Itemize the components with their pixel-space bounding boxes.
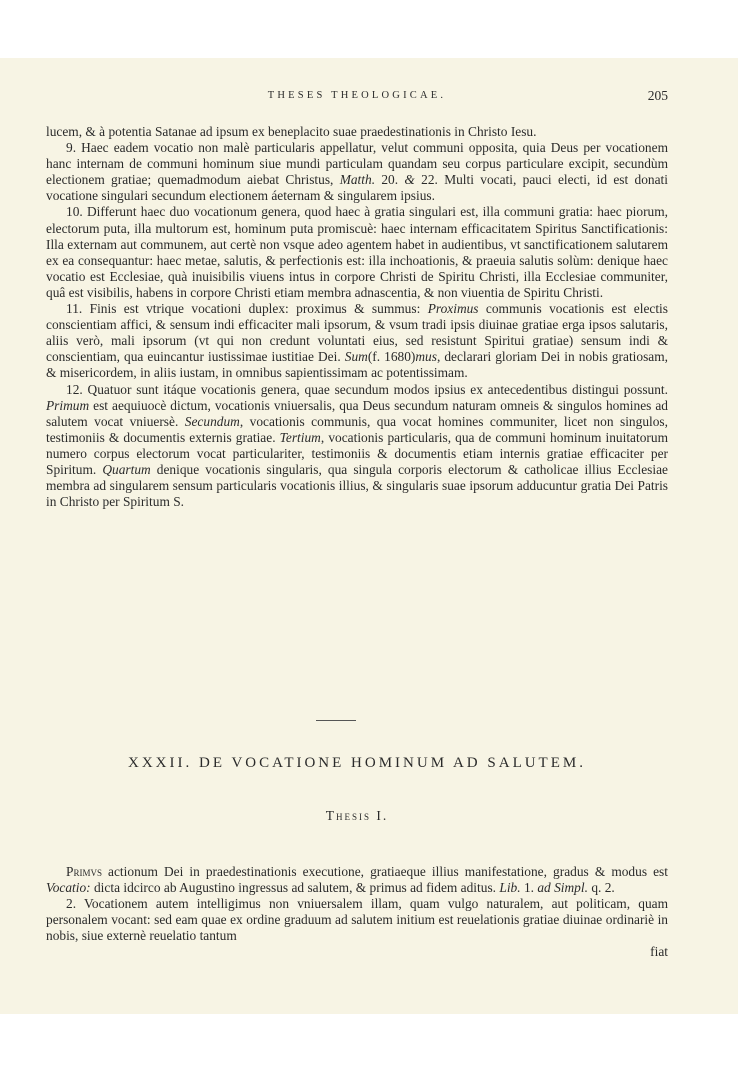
running-title: THESES THEOLOGICAE.	[267, 90, 447, 101]
page-number: 205	[647, 88, 668, 103]
catchword: fiat	[650, 944, 668, 960]
section-divider	[316, 720, 356, 721]
page-header	[46, 90, 668, 108]
paragraph-continuation: lucem, & à potentia Satanae ad ipsum ex beneplacito suae praedestinationis in Christo Iesu.	[46, 124, 537, 139]
chapter-heading: XXXII. DE VOCATIONE HOMINUM AD SALUTEM.	[128, 755, 586, 771]
paragraph-2: 2. Vocationem autem intelligimus non vniuersalem illam, quam vulgo naturalem, aut politicam, quam personalem vocant: sed eam quae ex ordine graduum ad salutem initium est reuelationis gratiae diuinae ordinariè in nobis, siue externè reuelatio tantum	[46, 896, 668, 944]
paragraph-12: 12. Quatuor sunt itáque vocationis genera, quae secundum modos ipsius ex antecedentibus distingui possunt. Primum est aequiuocè dictum, vocationis vniuersalis, qua Deus secundum naturam omneis & singulos homines ad salutem vocat vniuersè. Secundum, vocationis communis, qua vocat homines communiter, licet non singulos, testimoniis & documentis externis gratiae. Tertium, vocationis particularis, qua de communi hominum inuitatorum numero corpus electorum vocat particulariter, testimoniis & documentis etiam internis gratiae efficaciter per Spiritum. Quartum denique vocationis singularis, qua singula corporis electorum & catholicae illius Ecclesiae membra ad singularem sensum particularis vocationis illius, & singularis suae ipsorum adducuntur gratia Dei Patris in Christo per Spiritum S.	[46, 381, 668, 510]
paragraph-10: 10. Differunt haec duo vocationum genera, quod haec à gratia singulari est, illa communi gratia: haec piorum, electorum puta, illa multorum est, hominum puta promiscuè: haec internam efficacitatem Spiritus Sanctificationis: Illa externam aut communem, aut certè non vsque adeo agentem habet in audientibus, vt sanctificationem salutarem ex ea consequantur: haec metae, salutis, & perfectionis est: illa inchoationis, & praeuia salutis solùm: denique haec vocatio est Ecclesiae, quà inuisibilis viuens intus in corpore Christi de Spiritu Christi, illa Ecclesiae communiter, quâ est visibilis, habens in corpore Christi etiam membra adnascentia, & non viuentia de Spiritu Christi.	[46, 204, 668, 300]
text-block-top	[46, 124, 668, 510]
book-page	[0, 58, 738, 1014]
paragraph-11: 11. Finis est vtrique vocationi duplex: proximus & summus: Proximus communis vocationis est electis conscientiam affici, & sensum indi efficaciter mali ipsorum, & vsum tradi ipsis diuinae gratiae erga ipsos salutaris, aliis verò, mali ipsorum (vt qui non credunt voluntati eius, sed resistunt Spiritui gratiae) sensum indi & conscientiam, qua euincantur iustissimae iustitiae Dei. Sum(f. 1680)mus, declarari gloriam Dei in nobis gratiosam, & misericordem, in aliis iustam, in omnibus sapientissimam ac potentissimam.	[46, 301, 668, 381]
paragraph-9: 9. Haec eadem vocatio non malè particularis appellatur, velut communi opposita, quia Deus per vocationem hanc internam de communi hominum siue mundi particulam quandam seu corpus particulare excipit, secundùm electionem gratiae; quemadmodum aiebat Christus, Matth. 20. & 22. Multi vocati, pauci electi, id est donati vocatione singulari secundum electionem áeternam & singularem ipsius.	[46, 140, 668, 204]
text-block-bottom	[46, 864, 668, 961]
thesis-heading: Thesis I.	[325, 808, 389, 823]
paragraph-1: Primvs actionum Dei in praedestinationis executione, gratiaeque illius manifestatione, gradus & modus est Vocatio: dicta idcirco ab Augustino ingressus ad salutem, & primus ad fidem aditus. Lib. 1. ad Simpl. q. 2.	[46, 864, 668, 896]
